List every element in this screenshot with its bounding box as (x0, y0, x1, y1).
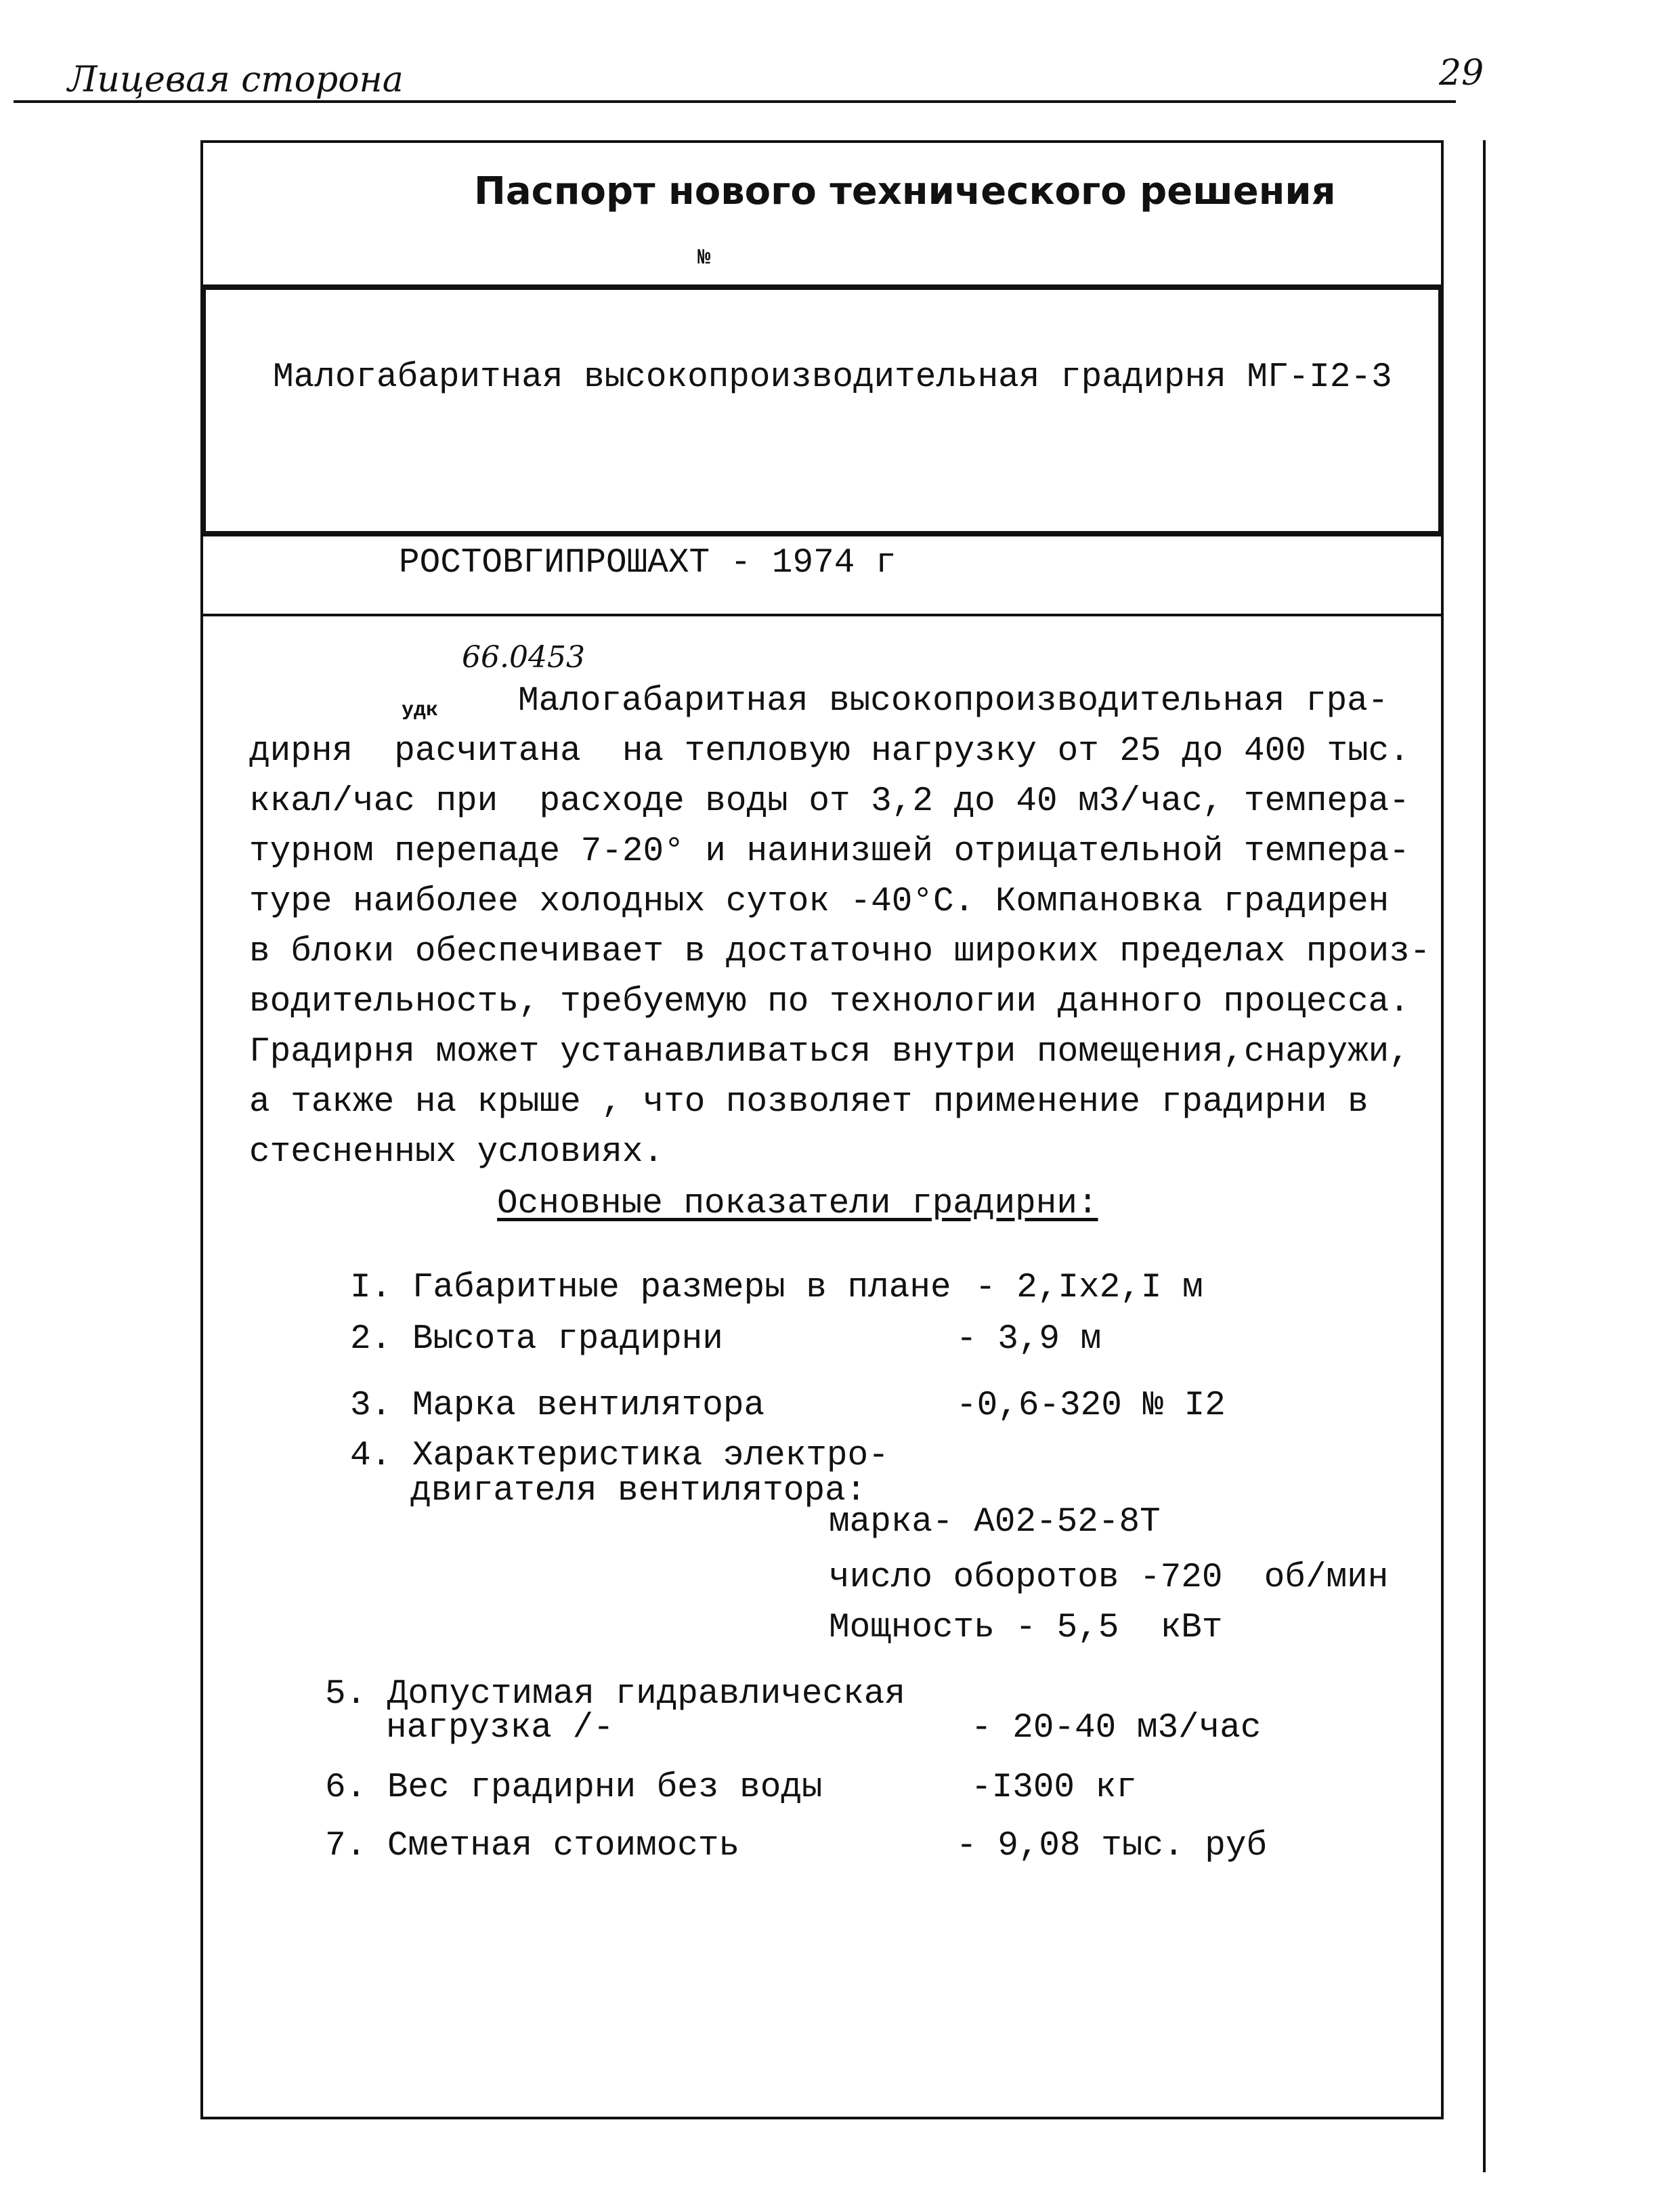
spec-label: 5. Допустимая гидравлическая (325, 1675, 905, 1714)
spec-label-cont: двигателя вентилятора: (410, 1472, 867, 1510)
paragraph-line: стесненных условиях. (249, 1133, 664, 1172)
motor-power: Мощность - 5,5 кВт (829, 1609, 1223, 1647)
spec-label: 6. Вес градирни без воды (325, 1769, 823, 1807)
spec-value: -0,6-320 № I2 (956, 1387, 1226, 1425)
subject: Малогабаритная высокопроизводительная градирня МГ-I2-3 (273, 358, 1392, 397)
divider (200, 531, 1444, 536)
paragraph-line: ккал/час при расходе воды от 3,2 до 40 м3/час, темпера- (249, 782, 1410, 821)
divider (200, 614, 1444, 616)
paragraph-line: турном перепаде 7-20° и наинизшей отрицательной темпера- (249, 832, 1410, 871)
paragraph-line: водительность, требуемую по технологии данного процесса. (249, 983, 1410, 1021)
page-number: 29 (1439, 53, 1484, 93)
spec-label-cont: нагрузка /- (386, 1709, 614, 1748)
spec-label: 3. Марка вентилятора (350, 1387, 765, 1425)
spec-label: 2. Высота градирни (350, 1320, 723, 1359)
paragraph-line: а также на крыше , что позволяет применение градирни в (249, 1083, 1369, 1122)
spec-value: - 20-40 м3/час (971, 1709, 1262, 1748)
spec-value: - 9,08 тыс. руб (956, 1827, 1268, 1865)
divider (200, 284, 1444, 290)
passport-frame (200, 140, 1444, 2119)
right-margin-rule (1483, 140, 1486, 2172)
paragraph-line: туре наиболее холодных суток -40°С. Компановка градирен (249, 883, 1390, 921)
divider (200, 284, 206, 536)
spec-label: I. Габаритные размеры в плане (350, 1269, 951, 1307)
spec-label: 4. Характеристика электро- (350, 1437, 889, 1475)
motor-rpm: число оборотов -720 об/мин (829, 1559, 1389, 1597)
header-rule (14, 100, 1456, 103)
spec-value: - 3,9 м (956, 1320, 1102, 1359)
passport-title: Паспорт нового технического решения (474, 169, 1336, 213)
spec-value: - 2,Iх2,I м (975, 1269, 1203, 1307)
paragraph-line: дирня расчитана на тепловую нагрузку от 25 до 400 тыс. (249, 732, 1410, 771)
paragraph-line: в блоки обеспечивает в достаточно широких пределах произ- (249, 933, 1431, 971)
udc-number: 66.0453 (462, 640, 585, 675)
paragraph-line: Градирня может устанавливаться внутри помещения,снаружи, (249, 1033, 1410, 1072)
specs-heading: Основные показатели градирни: (497, 1185, 1098, 1223)
spec-label: 7. Сметная стоимость (325, 1827, 740, 1865)
divider (1438, 284, 1444, 536)
motor-model: марка- А02-52-8Т (829, 1503, 1161, 1542)
side-label: Лицевая сторона (68, 60, 404, 100)
paragraph-line: Малогабаритная высокопроизводительная гра- (518, 682, 1389, 721)
udc-label: удк (402, 699, 439, 722)
spec-value: -I300 кг (971, 1769, 1137, 1807)
organization-year: РОСТОВГИПРОШАХТ - 1974 г (399, 544, 897, 583)
number-label: № (697, 245, 711, 270)
